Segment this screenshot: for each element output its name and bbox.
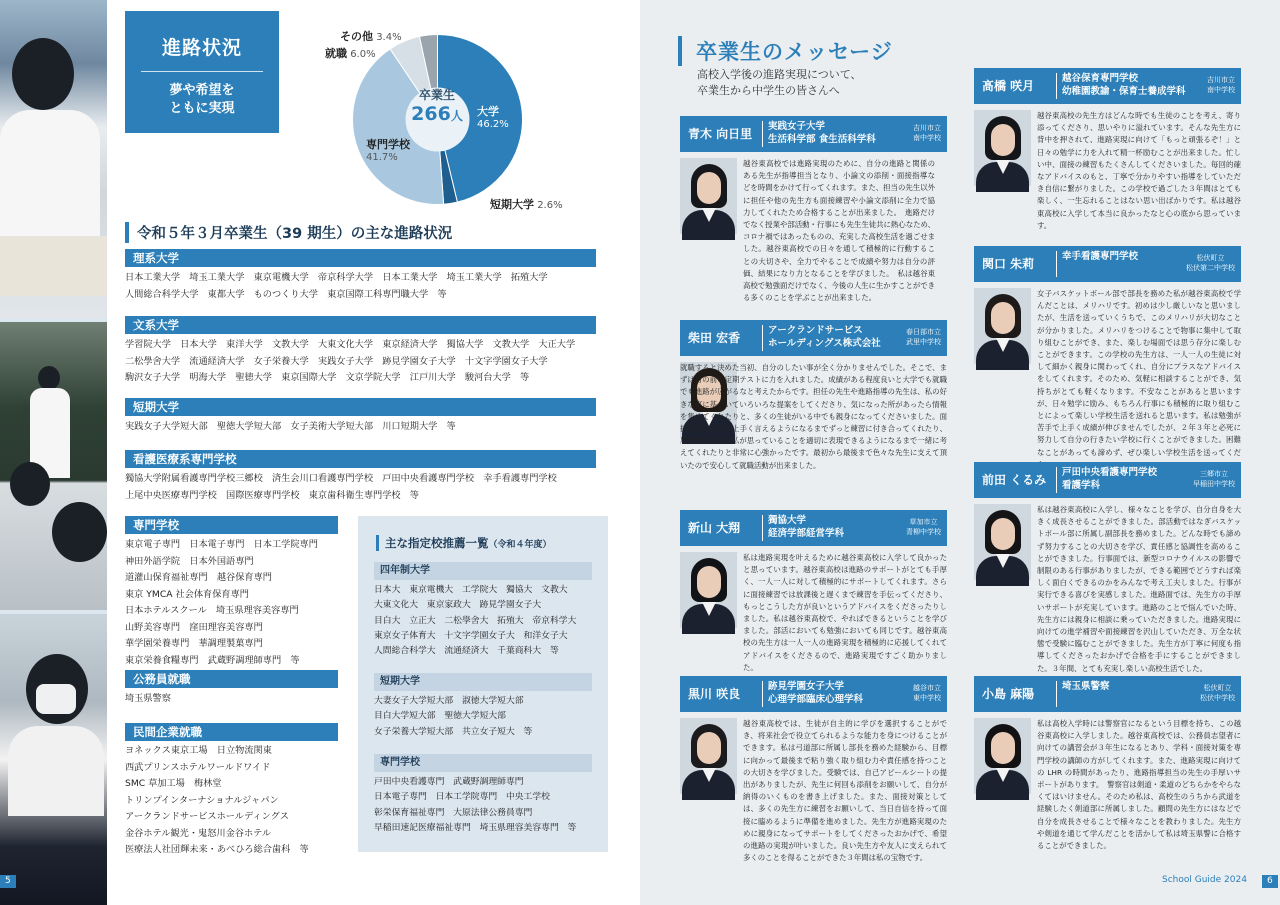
card-name-bar <box>680 320 947 356</box>
card-name-bar <box>974 676 1241 712</box>
pie-label-employment: 就職 6.0% <box>325 47 376 60</box>
pie-label-vocational: 専門学校 41.7% <box>366 138 410 163</box>
junior-high-school: 越谷市立 東中学校 <box>913 684 941 702</box>
graduate-message: 私は高校入学時には警察官になるという目標を持ち、この越谷東高校に入学しました。越谷東高校では、公務員志望者に向けての講習会が３年生になるとあり、学科・面接対策を専門学校の講師の方がしてくれます。また、進路実現に向けての LHR の時間があったり、進路指導担当の先生の手厚いサポートがあります。 警察官は剣道・柔道のどちらかをやらなくてはいけません。そのため私は、高校生のうちから武道を経験したく剣道部に所属しました。顧問の先生方にはなどで自分を成長させることで様々なことを教わりました。先生方や剣道を通じて学んだことを活かして私は埼玉県警に合格することができました。 <box>1037 719 1241 851</box>
rec-category-vocational: 専門学校 <box>374 754 592 772</box>
graduate-photo <box>974 504 1031 580</box>
category-private-sector: 民間企業就職 <box>125 723 338 741</box>
graduate-message: 越谷東高校では、生徒が自主的に学びを選択することができ、将来社会で役立てられるような能力を身につけることができます。私は弓道部に所属し部長を務めた経験から、目標に向かって最後まで粘り強く取り組む力や責任感を持つことの大切さを学びました。受験では、自己アピールシートの提出がありましたが、先生に何回も添削をお願いして、自分が納得のいくものを書き上げました。また、面接対策としては、多くの先生方に練習をお願いして、当日自信を持って面接に臨めるように準備を進めました。先生方が進路実現のために親身になってサポートをしてくださったおかげで、希望の進路の実現が叶いました。良い先生方や友人に支えられて多くのことを得ることができた３年間は私の宝物です。 <box>743 719 947 863</box>
junior-high-school: 松伏町立 松伏中学校 <box>1200 684 1235 702</box>
graduate-photo <box>974 718 1031 794</box>
category-vocational-list: 東京電子専門 日本電子専門 日本工学院専門 神田外語学院 日本外国語専門 道灌山保育福祉専門 越谷保育専門 東京 YMCA 社会体育保育専門 日本ホテルスクール 埼玉県理容美容専門 山野美容専門 窪田理容美容専門 華学園栄養専門 華調理製菓専門 東京栄養食糧専門 武蔵野調理師専門 等 <box>125 539 318 666</box>
rec-category-university: 四年制大学 <box>374 562 592 580</box>
graduate-destination: 実践女子大学 生活科学部 食生活科学科 <box>768 121 876 145</box>
category-science: 理系大学 <box>125 249 596 267</box>
category-civil-service-list: 埼玉県警察 <box>125 693 171 704</box>
subtitle-line-1: 夢や希望を <box>169 83 235 98</box>
category-science-list: 日本工業大学 埼玉工業大学 東京電機大学 帝京科学大学 日本工業大学 埼玉工業大学 拓殖大学 人間総合科学大学 東都大学 ものつくり大学 東京国際工科専門職大学 等 <box>125 272 548 300</box>
category-humanities: 文系大学 <box>125 316 596 334</box>
junior-high-school: 松伏町立 松伏第二中学校 <box>1186 254 1235 272</box>
category-humanities-list: 学習院大学 日本大学 東洋大学 文教大学 大東文化大学 東京経済大学 獨協大学 文教大学 大正大学 二松學舍大学 流通経済大学 女子栄養大学 実践女子大学 跡見学園女子大学 十文字学園女子大学 駒沢女子大学 明海大学 聖徳大学 東京国際大学 文京学院大学 江戸川大学 駿河台大学 等 <box>125 339 576 383</box>
graduate-photo <box>974 110 1031 186</box>
message-subtitle: 高校入学後の進路実現について、 卒業生から中学生の皆さんへ <box>697 68 862 97</box>
section-title: 令和５年３月卒業生（39 期生）の主な進路状況 <box>125 222 452 243</box>
rec-junior-college-list: 大妻女子大学短大部 淑徳大学短大部 目白大学短大部 聖徳大学短大部 女子栄養大学短大部 共立女子短大 等 <box>374 696 533 737</box>
pie-center-caption: 卒業生 <box>418 88 455 102</box>
graduate-message: 私は越谷東高校に入学し、様々なことを学び、自分自身を大きく成長させることができました。部活動ではなぎバスケットボール部に所属し副部長を務めました。どんな時でも諦めず努力することの大切さを学び、責任感と協調性を高めることができました。行事面では、新型コロナウイルスの影響で制限のある行事がありましたが、できる範囲でどうすれば楽しく面白くできるのかをみんなで考え工夫しました。行事が実行できる喜びを実感しました。進路面では、先生方の手厚いサポートが充実しています。進路のことで悩んでいた時、先生方には親身に相談に乗っていただきました。進路実現に向けての進学補習や面接練習を沢山していただき、万全な状態で受験に臨むことができました。先生方が丁寧に何度も指導してくださったおかげで合格を手にすることができました。３年間、とても充実し楽しい高校生活でした。 <box>1037 505 1241 673</box>
graduate-message: 女子バスケットボール部で部長を務めた私が越谷東高校で学んだことは、メリハリです。初めは少し厳しいなと思いましたが、生活を送っていくうちで、このメリハリが大切なことが分かりました。メリハリをつけることで物事に集中して取り組むことができ、また、楽しむ場面では思う存分に楽しむことができます。この学校の先生方は、一人一人の生徒に対して細かく親身に関わってくれ、自分にプラスなアドバイスをしてくれます。そのため、気軽に相談することができ、気持ちがとても軽くなります。不安なことがあると思いますが、日々勉学に励み、もちろん行事にも積極的に取り組むことによって楽しい学校生活を送れると思います。私は勉強が苦手で上手く成績が伸びませんでしたが、２年３年と必死に努力して自分の行きたい学校に行くことができました。困難なことがあっても諦めず、ぜひ楽しい学校生活を送ってくだ <box>1037 289 1241 457</box>
junior-high-school: 三郷市立 早稲田中学校 <box>1193 470 1235 488</box>
recommendation-panel <box>358 516 608 852</box>
graduate-message: 越谷東高校では進路実現のために、自分の進路と関係のある先生が指導担当となり、小論文の添削・面接指導などを時間をかけて行ってくれます。また、担当の先生以外に担任や他の先生方も面接練習や小論文添削に全力で協力してくれたため合格することが出来ました。 進路だけでなく授業や部活動・行事にも先生生徒共に熱心なため、コロナ禍ではあったものの、充実した高校生活を過ごせました。越谷東高校での日々を通して積極的に行動することの大切さや、全力でやることで成績や努力は自分の評価、結果になり力となることを学びました。 私は越谷東高校で勉強面だけでなく、今後の人生に生かすことができる多くのことを学ぶことが出来ました。 <box>743 159 936 303</box>
junior-high-school: 吉川市立 南中学校 <box>1207 76 1235 94</box>
graduate-photo <box>680 158 737 234</box>
footer-school-guide: School Guide 2024 <box>1162 875 1247 885</box>
graduate-name: 柴田 宏香 <box>688 331 741 345</box>
graduate-message: 就職すると決めた当初、自分のしたい事が全く分かりませんでした。そこで、まずは目の前の定期テストに力を入れました。成績がある程度良いと大学でも就職でも進路が広がるなと考えたからです。担任の先生や進路指導の先生は、私の好きな事に基づいていろいろな提案をしてくださり、気になった所があったら情報を集めてくれたりと、多くの生徒がいる中でも親身になってくださいました。面接練習でも私が上手く言えるようになるまでずっと練習に付き合ってくれたり、履歴書の文章も私が思っていることを適切に表現できるようになるまで一緒に考えてくれたりと非常に心強かったです。最初から最後まで色々な先生に支えて頂いたので安心して就職活動が出来ました。 <box>680 363 947 470</box>
card-name-bar <box>974 246 1241 282</box>
rec-university-list: 日本大 東京電機大 工学院大 獨協大 文教大 大東文化大 東京家政大 跡見学園女子大 目白大 立正大 二松學舍大 拓殖大 帝京科学大 東京女子体育大 十文字学園女子大 和洋女子大 人間総合科学大 流通経済大 千葉商科大 等 <box>374 585 577 657</box>
graduate-name: 前田 くるみ <box>982 473 1047 487</box>
card-name-bar <box>680 116 947 152</box>
graduate-destination: 獨協大学 経済学部経営学科 <box>768 515 845 539</box>
pie-center-unit: 人 <box>450 109 463 123</box>
rec-vocational-list: 戸田中央看護専門 武蔵野調理師専門 日本電子専門 日本工学院専門 中央工学校 彰栄保育福祉専門 大原法律公務員専門 早稲田速記医療福祉専門 埼玉県理容美容専門 等 <box>374 777 577 833</box>
card-name-bar <box>974 462 1241 498</box>
graduate-destination: 幸手看護専門学校 <box>1062 251 1139 262</box>
graduate-photo <box>680 552 737 628</box>
category-vocational: 専門学校 <box>125 516 338 534</box>
page-number-right: 6 <box>1262 875 1278 888</box>
graduate-message: 越谷東高校の先生方はどんな時でも生徒のことを考え、寄り添ってくださり、思いやりに溢れています。そんな先生方に背中を押されて、進路実現に向けて「もっと頑張るぞ！」と日々の勉学に力を入れて精一杯励むことが出来ました。忙しい中、面接の練習もたくさんしてくださいました。毎回的確なアドバイスのもと、丁寧で分かりやすい指導をしていただき自信に繋がりました。この学校で過ごした３年間はとても楽しく、一生忘れることはない思い出ばかりです。私は越谷東高校に入学して本当に良かったなと心の底から思っています。 <box>1037 111 1241 230</box>
junior-high-school: 吉川市立 南中学校 <box>913 124 941 142</box>
student-photo-1 <box>0 0 107 318</box>
junior-high-school: 春日部市立 武里中学校 <box>906 328 941 346</box>
graduate-name: 青木 向日里 <box>688 127 753 141</box>
category-junior-college-list: 実践女子大学短大部 聖徳大学短大部 女子美術大学短大部 川口短期大学 等 <box>125 421 456 432</box>
pie-center-label <box>401 86 473 125</box>
pie-center-value: 266 <box>411 103 451 125</box>
page-title: 進路状況 <box>161 37 242 59</box>
graduate-destination: 埼玉県警察 <box>1062 681 1110 692</box>
recommendation-title: 主な指定校推薦一覧（令和４年度） <box>376 535 552 551</box>
graduate-message: 私は進路実現を叶えるために越谷東高校に入学して良かったと思っています。越谷東高校は進路のサポートがとても手厚く、一人一人に対して積極的にサポートしてくれます。さらに面接練習では放課後と遅くまで練習を手伝ってくださり、もっとこうした方が良いというアドバイスをくださったりしました。私は越谷東高校で、やればできるということを学びました。部活においても勉強においても同じです。越谷東高校の先生方は一人一人の進路実現を積極的に応援してくれてアドバイスをくださるので、進路実現ですごく助かりました。 <box>743 553 947 672</box>
graduate-name: 黒川 咲良 <box>688 687 741 701</box>
category-private-sector-list: ヨネックス東京工場 日立物流関東 西武プリンスホテルワールドワイド SMC 草加工場 梅林堂 トリンプインターナショナルジャパン アークランドサービスホールディングス 金谷ホテル観光・鬼怒川金谷ホテル 医療法人社団輝未来・あべひろ総合歯科 等 <box>125 745 309 855</box>
graduate-name: 髙橋 咲月 <box>982 79 1035 93</box>
card-name-bar <box>680 676 947 712</box>
rec-category-junior-college: 短期大学 <box>374 673 592 691</box>
message-title: 卒業生のメッセージ <box>678 36 893 66</box>
graduate-destination: 戸田中央看護専門学校 看護学科 <box>1062 467 1158 491</box>
graduate-destination: 越谷保育専門学校 幼稚園教諭・保育士養成学科 <box>1062 73 1186 97</box>
category-junior-college: 短期大学 <box>125 398 596 416</box>
student-photo-2 <box>0 614 107 905</box>
card-name-bar <box>680 510 947 546</box>
graduate-name: 関口 朱莉 <box>982 257 1035 271</box>
title-box <box>125 11 279 133</box>
pie-label-university: 大学 46.2% <box>477 105 509 130</box>
graduate-photo <box>974 288 1031 364</box>
card-name-bar <box>974 68 1241 104</box>
graduate-name: 小島 麻陽 <box>982 687 1035 701</box>
graduate-name: 新山 大翔 <box>688 521 741 535</box>
graduate-destination: 跡見学園女子大学 心理学部臨床心理学科 <box>768 681 864 705</box>
photo-strip <box>0 0 107 905</box>
page-number-left: 5 <box>0 875 16 888</box>
pie-label-other: その他 3.4% <box>340 30 402 43</box>
category-nursing: 看護医療系専門学校 <box>125 450 596 468</box>
graduate-destination: アークランドサービス ホールディングス株式会社 <box>768 325 881 349</box>
classroom-photo <box>0 322 107 610</box>
pie-label-junior-college: 短期大学 2.6% <box>490 198 563 211</box>
graduate-photo <box>680 718 737 794</box>
subtitle-line-2: ともに実現 <box>169 101 235 116</box>
junior-high-school: 草加市立 青柳中学校 <box>906 518 941 536</box>
category-nursing-list: 獨協大学附属看護専門学校三郷校 済生会川口看護専門学校 戸田中央看護専門学校 幸手看護専門学校 上尾中央医療専門学校 国際医療専門学校 東京歯科衛生専門学校 等 <box>125 473 557 501</box>
category-civil-service: 公務員就職 <box>125 670 338 688</box>
